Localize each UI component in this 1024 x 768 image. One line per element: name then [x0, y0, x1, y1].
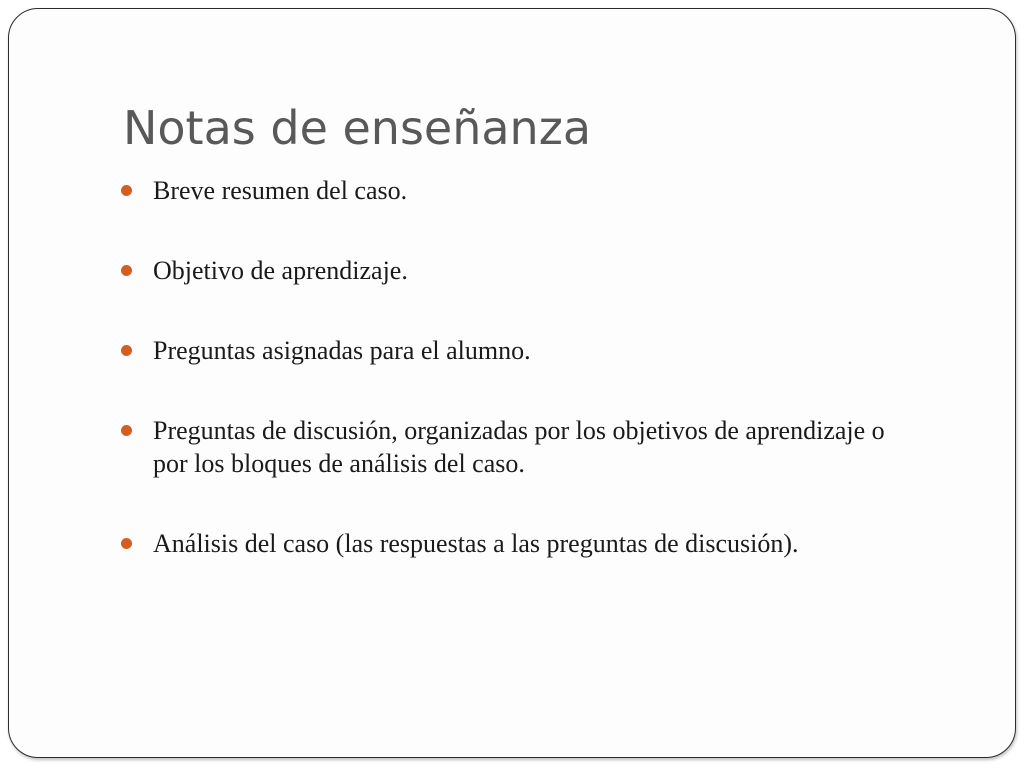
- bullet-text: Análisis del caso (las respuestas a las preguntas de discusión).: [153, 529, 799, 558]
- bullet-dot-icon: [121, 345, 132, 356]
- bullet-dot-icon: [121, 425, 132, 436]
- bullet-list: [119, 174, 919, 607]
- list-item: [119, 334, 919, 367]
- list-item: [119, 527, 919, 560]
- slide-frame: [8, 8, 1016, 758]
- list-item: [119, 414, 919, 480]
- bullet-dot-icon: [121, 538, 132, 549]
- bullet-text: Preguntas de discusión, organizadas por los objetivos de aprendizaje o por los bloques de análisis del caso.: [153, 416, 885, 478]
- bullet-dot-icon: [121, 185, 132, 196]
- list-item: [119, 254, 919, 287]
- bullet-dot-icon: [121, 265, 132, 276]
- slide-title: Notas de enseñanza: [123, 101, 592, 155]
- bullet-text: Breve resumen del caso.: [153, 176, 408, 205]
- list-item: [119, 174, 919, 207]
- bullet-text: Objetivo de aprendizaje.: [153, 256, 408, 285]
- bullet-text: Preguntas asignadas para el alumno.: [153, 336, 531, 365]
